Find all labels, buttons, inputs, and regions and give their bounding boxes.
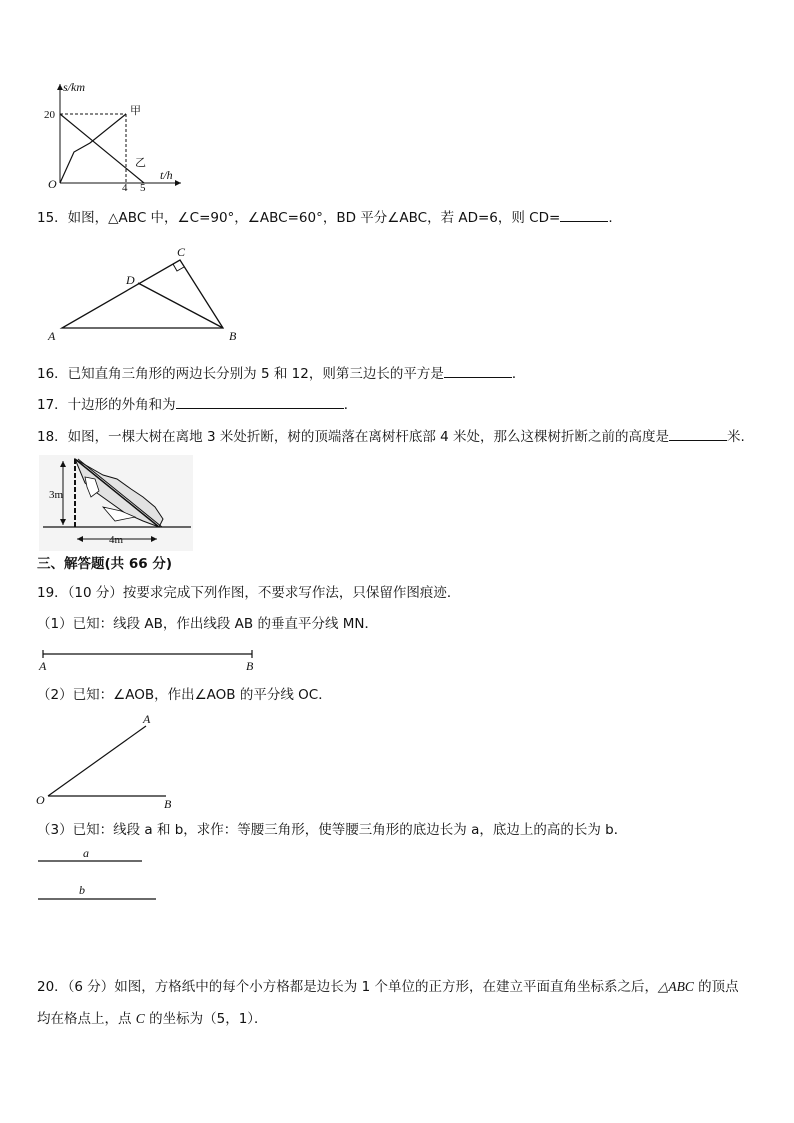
series-jia-line — [60, 114, 126, 183]
distance-time-figure — [36, 78, 186, 193]
question-20-line-1: 20．（6 分）如图，方格纸中的每个小方格都是边长为 1 个单位的正方形，在建立平面直角坐标系之后，△ABC 的顶点 — [37, 979, 739, 995]
segments-ab-lengths-figure — [36, 844, 166, 904]
question-19-part-1: （1）已知：线段 AB，作出线段 AB 的垂直平分线 MN． — [37, 616, 378, 632]
angle-label-o: O — [36, 793, 45, 807]
segment-label-a: A — [39, 659, 47, 672]
x-axis-label: t/h — [160, 168, 173, 182]
angle-label-a: A — [143, 712, 151, 726]
segment-label-b: B — [246, 659, 254, 672]
question-15: 15．如图，△ABC 中，∠C=90°，∠ABC=60°，BD 平分∠ABC，若 AD=6，则 CD= . — [37, 210, 613, 226]
series-yi-label: 乙 — [135, 157, 146, 169]
answer-blank-15[interactable] — [560, 208, 608, 222]
question-19: 19．（10 分）按要求完成下列作图，不要求写作法，只保留作图痕迹． — [37, 585, 461, 601]
series-yi-line — [60, 114, 144, 183]
label-c: C — [177, 245, 186, 259]
y-tick-20: 20 — [44, 109, 55, 121]
question-19-part-3: （3）已知：线段 a 和 b，求作：等腰三角形，使等腰三角形的底边长为 a，底边上的高的长为 b． — [37, 822, 628, 838]
broken-tree-figure — [39, 455, 193, 551]
label-a: A — [48, 329, 56, 343]
question-19-part-2: （2）已知：∠AOB，作出∠AOB 的平分线 OC． — [37, 687, 332, 703]
triangle-abc-figure — [38, 242, 268, 344]
right-angle-mark — [173, 264, 184, 271]
x-tick-4: 4 — [122, 182, 128, 193]
angle-aob-figure — [36, 710, 186, 812]
answer-blank-16[interactable] — [444, 364, 512, 378]
segment-ab-figure — [36, 646, 266, 672]
y-axis-label: s/km — [63, 80, 85, 94]
label-b: B — [229, 329, 237, 343]
question-15-text: 15．如图，△ABC 中，∠C=90°，∠ABC=60°，BD 平分∠ABC，若 AD=6，则 CD= — [37, 210, 561, 226]
question-20-line-2: 均在格点上，点 C 的坐标为（5，1）． — [37, 1011, 268, 1027]
origin-label: O — [48, 177, 57, 191]
angle-label-b: B — [164, 797, 172, 811]
label-d: D — [126, 273, 135, 287]
x-tick-5: 5 — [140, 182, 146, 193]
question-17: 17．十边形的外角和为 ． — [37, 397, 358, 413]
answer-blank-17[interactable] — [176, 395, 344, 409]
triangle-abc — [62, 260, 223, 328]
segment-b-label: b — [79, 883, 85, 897]
answer-blank-18[interactable] — [669, 427, 727, 441]
series-jia-label: 甲 — [130, 105, 141, 117]
question-16: 16．已知直角三角形的两边长分别为 5 和 12，则第三边长的平方是 ． — [37, 366, 526, 382]
question-18: 18．如图，一棵大树在离地 3 米处折断，树的顶端落在离树杆底部 4 米处，那么这棵树折断之前的高度是 米. — [37, 429, 745, 445]
ray-oa — [48, 726, 146, 796]
segment-bd — [138, 283, 223, 328]
section-3-title: 三、解答题(共 66 分) — [37, 556, 173, 572]
t-axis-arrow — [175, 180, 181, 186]
segment-a-label: a — [83, 846, 89, 860]
label-4m: 4m — [109, 534, 124, 546]
label-3m: 3m — [49, 489, 64, 501]
